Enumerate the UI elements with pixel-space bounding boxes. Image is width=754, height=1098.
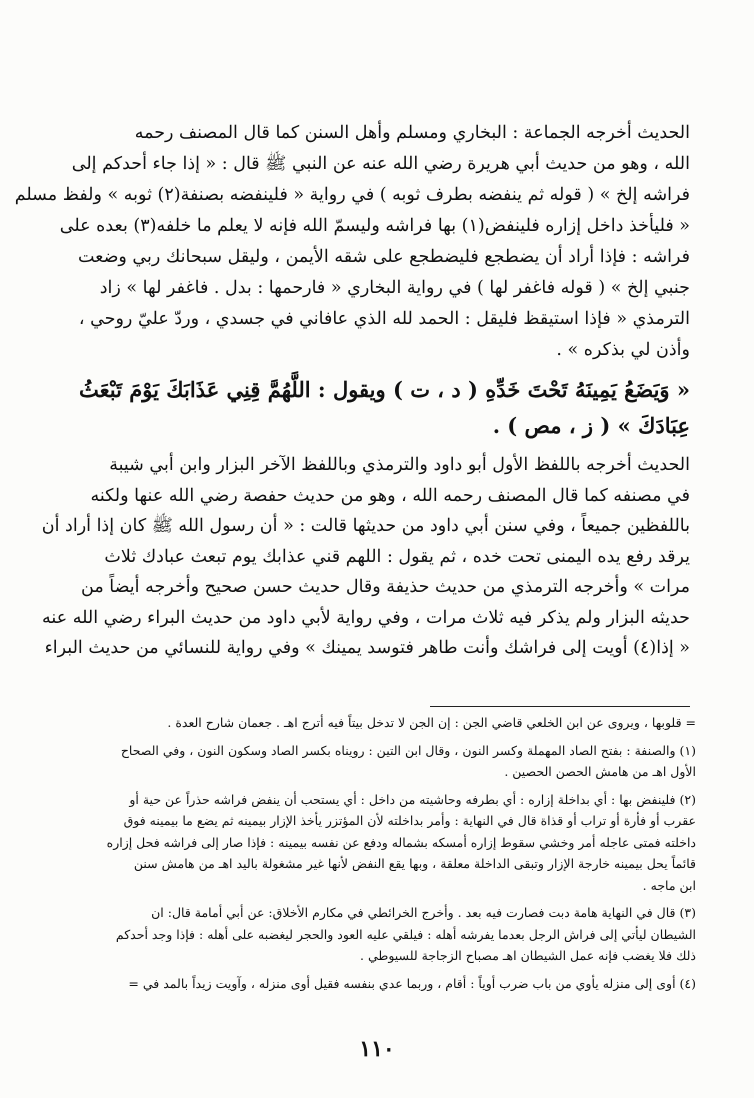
text-line: الحديث أخرجه باللفظ الأول أبو داود والترمذي وباللفظ الآخر البزار وابن أبي شيبة <box>109 455 690 475</box>
footnote-line: داخلته فمتى عاجله أمر وخشي سقوط إزاره أمسكه بشماله ودفع عن نفسه بيمينه : فإذا صار إلى فراشه فحل إزاره <box>106 834 696 850</box>
footnote <box>40 712 696 734</box>
footnote-line: قائماً يحل بيمينه خارجة الإزار وتبقى الداخلة معلقة ، وبها يقع النفض لأنها غير مشغولة باليد اهـ من هامش سنن <box>133 856 696 871</box>
text-line: حديثه البزار ولم يذكر فيه ثلاث مرات ، وفي رواية لأبي داود من حديث البراء رضي الله عنه <box>42 607 690 628</box>
hadith-text <box>60 372 690 444</box>
footnote <box>40 789 696 897</box>
text-line: « فليأخذ داخل إزاره فلينفض(١) بها فراشه وليسمّ الله فإنه لا يعلم ما خلفه(٣) بعده على <box>59 216 690 236</box>
hadith-line: عِبَادَكَ » ( ز ، مص ) . <box>492 413 690 438</box>
hadith-line: « وَيَضَعُ يَمِينَهُ تَحْتَ خَدِّهِ ( د ، ت ) ويقول : اللَّهُمَّ قِنِي عَذَابَكَ يَوْمَ تَبْعَثُ <box>79 377 690 402</box>
footnote-line: (٤) أوى إلى منزله يأوي من باب ضرب أوياً : أقام ، وربما عدي بنفسه فقيل أوى منزله ، وآويت زيداً بالمد في = <box>128 975 696 991</box>
footnote <box>40 973 696 995</box>
footnote-line: الشيطان ليأتي إلى فراش الرجل بعدما يفرشه أهله : فيلقي عليه العود والحجر ليغضبه على أهله : فإذا وجد أحدكم <box>115 926 696 942</box>
footnote-separator <box>430 706 690 707</box>
text-line: الله ، وهو من حديث أبي هريرة رضي الله عنه عن النبي ﷺ قال : « إذا جاء أحدكم إلى <box>71 154 690 174</box>
page-number: ١١٠ <box>359 1036 395 1062</box>
text-line: « إذا(٤) أويت إلى فراشك وأنت طاهر فتوسد يمينك » وفي رواية للنسائي من حديث البراء <box>44 638 690 658</box>
footnote-line: ابن ماجه . <box>642 877 696 893</box>
text-line: باللفظين جميعاً ، وفي سنن أبي داود من حديثها قالت : « أن رسول الله ﷺ كان إذا أراد أن <box>41 516 690 536</box>
footnote-line: ذلك فلا يغضب فإنه عمل الشيطان اهـ مصباح الزجاجة للسيوطي . <box>360 948 696 963</box>
text-line: في مصنفه كما قال المصنف رحمه الله ، وهو من حديث حفصة رضي الله عنها ولكنه <box>90 485 690 506</box>
commentary-paragraph <box>41 450 690 664</box>
text-line: جنبي إلخ » ( قوله فاغفر لها ) في رواية البخاري « فارحمها : بدل . فاغفر لها » زاد <box>99 278 690 298</box>
text-line: فراشه : فإذا أراد أن يضطجع فليضطجع على شقه الأيمن ، وليقل سبحانك ربي وضعت <box>77 247 690 267</box>
text-line: مرات » وأخرجه الترمذي من حديث حذيفة وقال حديث حسن صحيح وأخرجه أيضاً من <box>81 577 690 597</box>
footnote-line: (١) والصنفة : بفتح الصاد المهملة وكسر النون ، وقال ابن التين : رويناه بكسر الصاد وسكون النون ، وفي الصحاح <box>120 742 696 758</box>
footnote-line: = قلوبها ، ويروى عن ابن الخلعي قاضي الجن : إن الجن لا تدخل بيتاً فيه أترج اهـ . جعمان شارح العدة . <box>167 715 696 730</box>
footnote-line: الأول اهـ من هامش الحصن الحصين . <box>504 764 696 779</box>
text-line: الحديث أخرجه الجماعة : البخاري ومسلم وأهل السنن كما قال المصنف رحمه <box>134 123 690 143</box>
footnote-line: عقرب أو فأرة أو تراب أو قذاة قال في النهاية : وأمر بداخلته لأن المؤتزر يأخذ الإزار بيمينه ثم يضع ما بيمينه فوق <box>123 813 696 828</box>
footnote-line: (٣) قال في النهاية هامة دبت فصارت فيه بعد . وأخرج الخرائطي في مكارم الأخلاق: عن أبي أمامة قال: ان <box>151 905 696 920</box>
text-line: الترمذي « فإذا استيقظ فليقل : الحمد لله الذي عافاني في جسدي ، وردّ عليّ روحي ، <box>78 309 690 329</box>
footnote <box>40 740 696 783</box>
footnote-line: (٢) فلينفض بها : أي بداخلة إزاره : أي بطرفه وحاشيته من داخل : أي يستحب أن ينفض فراشه حذراً عن حية أو <box>129 791 696 807</box>
text-line: يرقد رفع يده اليمنى تحت خده ، ثم يقول : اللهم قني عذابك يوم تبعث عبادك ثلاث <box>104 546 690 567</box>
footnotes <box>40 712 696 994</box>
text-line: وأذن لي بذكره » . <box>556 340 690 360</box>
footnote <box>40 902 696 967</box>
text-line: فراشه إلخ » ( قوله ثم ينفضه بطرف ثوبه ) في رواية « فلينفضه بصنفة(٢) ثوبه » ولفظ مسلم <box>14 185 690 205</box>
main-paragraph <box>14 118 690 366</box>
